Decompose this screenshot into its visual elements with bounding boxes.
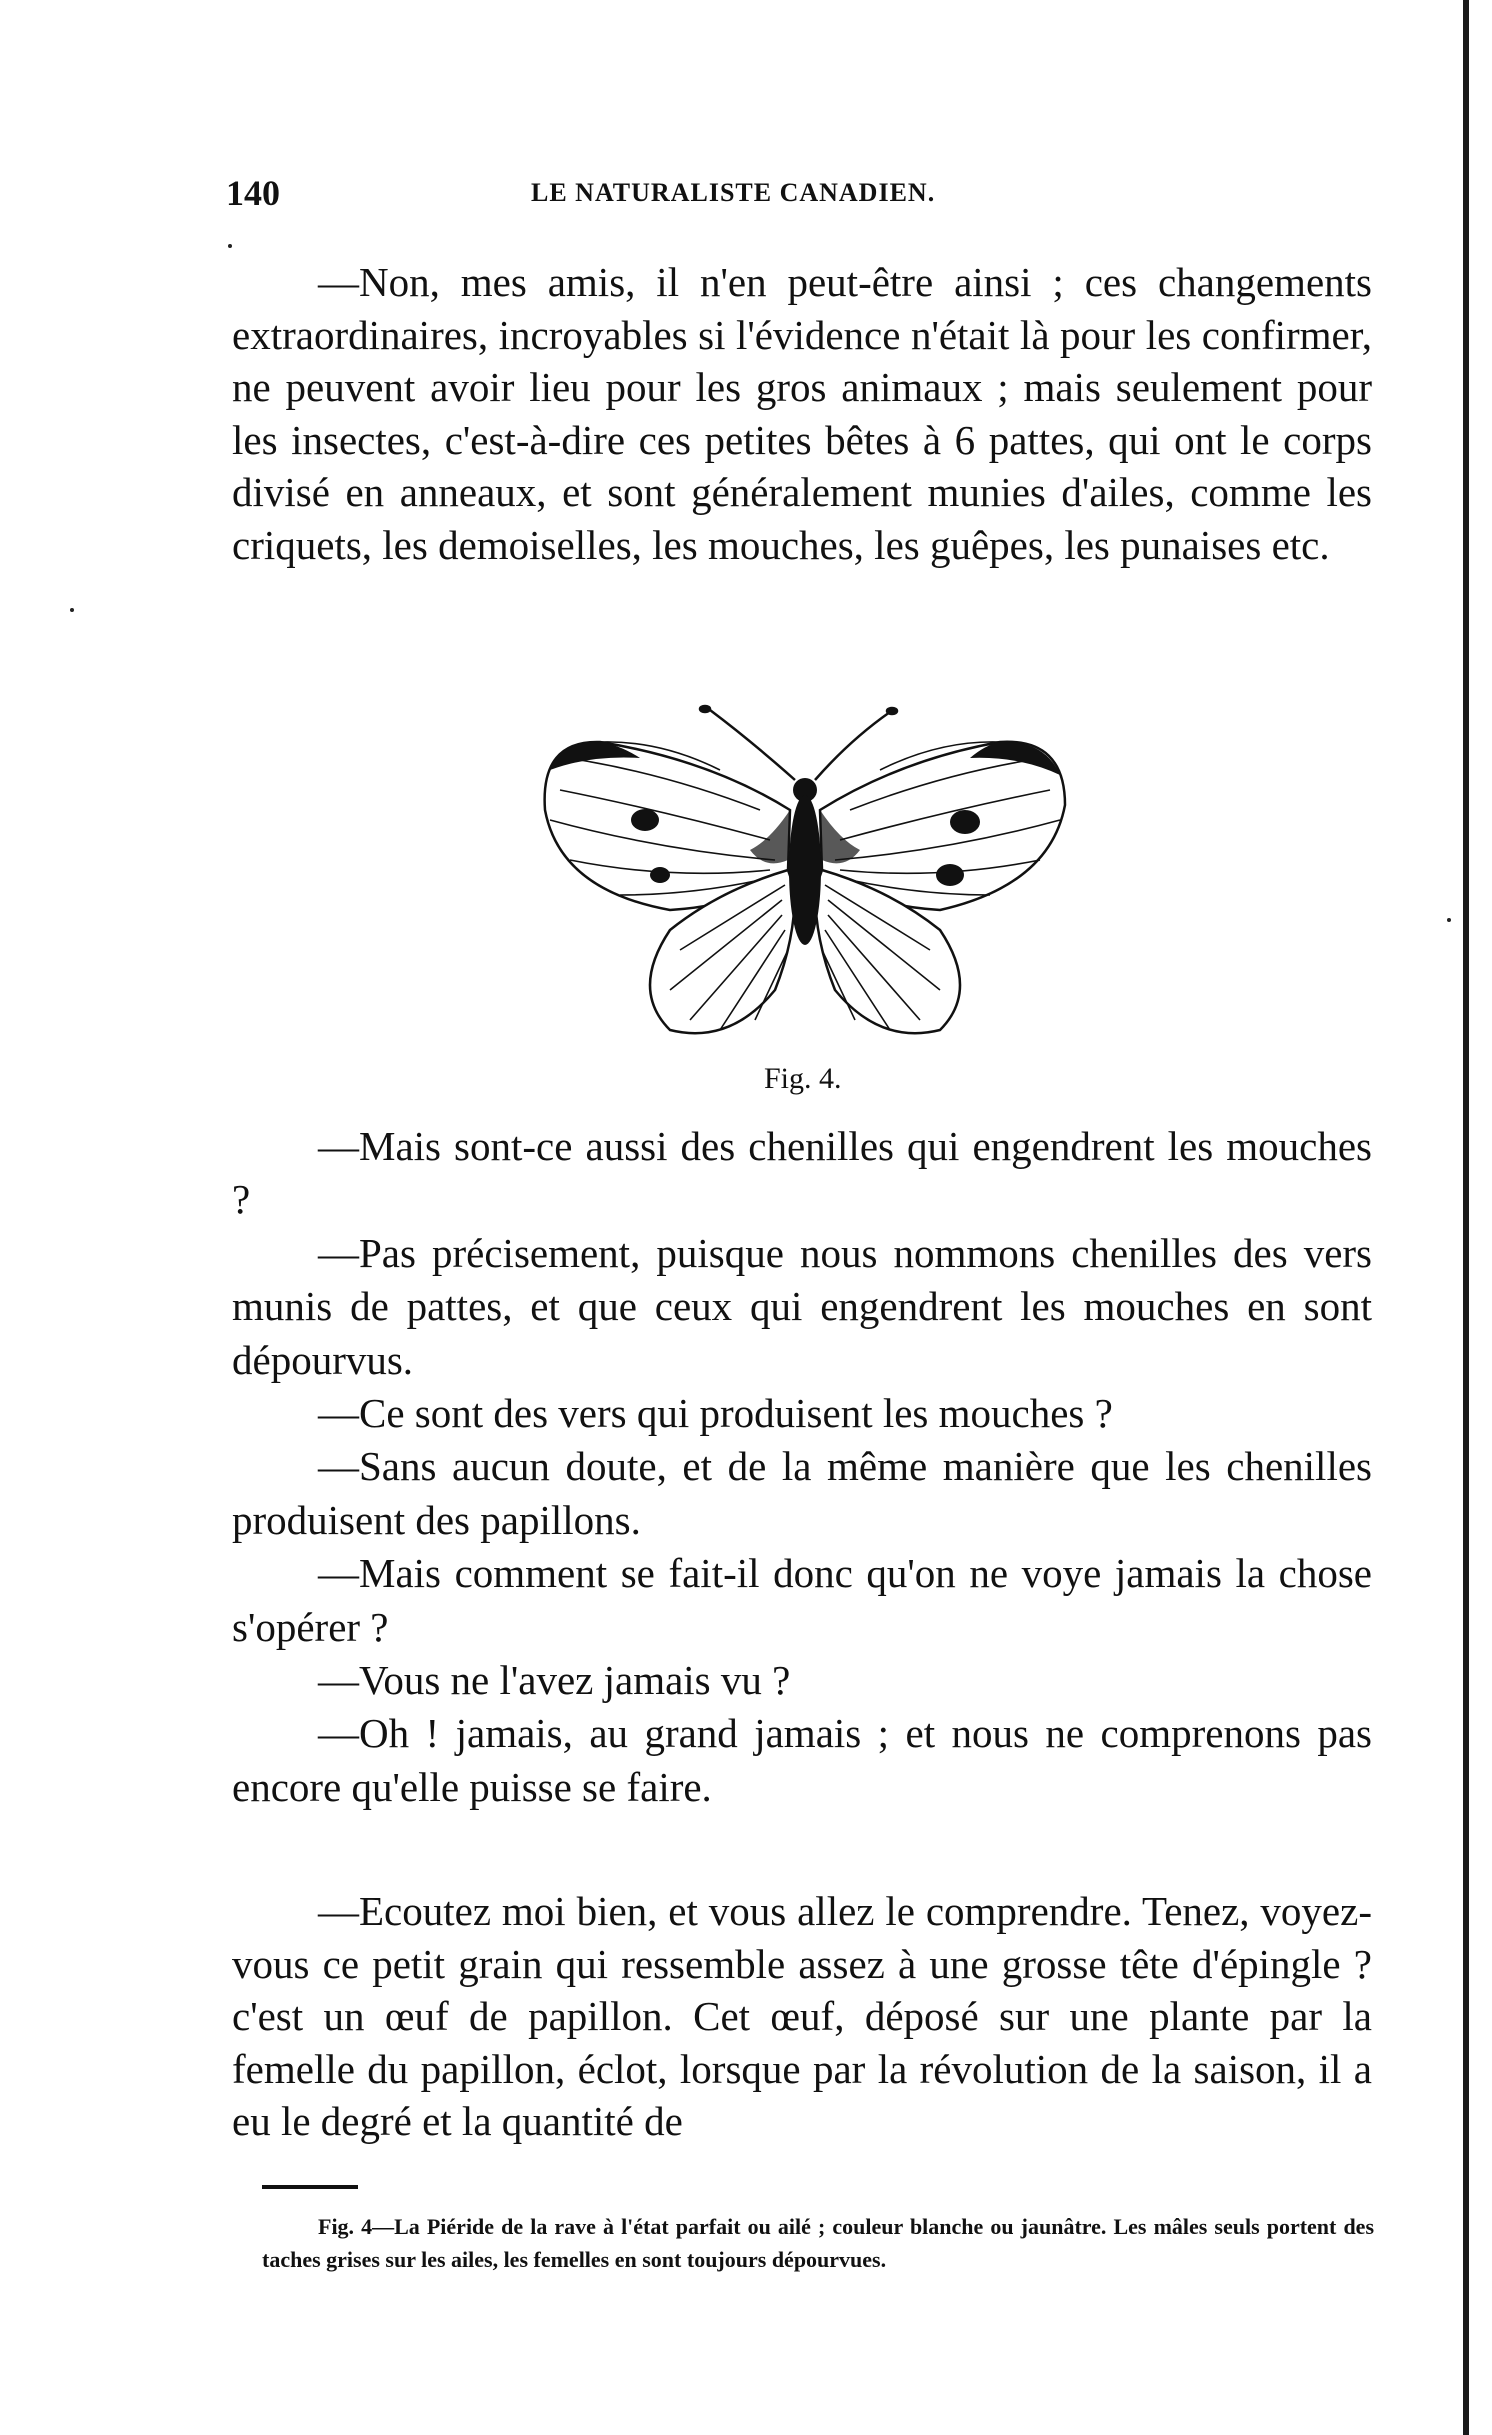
body-text-middle	[232, 1120, 1372, 1814]
left-antenna	[710, 710, 795, 780]
footnote-text: Fig. 4—La Piéride de la rave à l'état parfait ou ailé ; couleur blanche ou jaunâtre. Les mâles seuls portent des taches grises sur les ailes, les femelles en sont toujours dépourvues.	[262, 2214, 1374, 2272]
body-text-top	[232, 256, 1372, 572]
right-antenna	[815, 712, 890, 780]
footnote	[262, 2210, 1374, 2276]
paragraph: —Sans aucun doute, et de la même manière que les chenilles produisent des papillons.	[232, 1443, 1372, 1543]
paragraph: —Mais comment se fait-il donc qu'on ne voye jamais la chose s'opérer ?	[232, 1550, 1372, 1650]
margin-speck	[1447, 918, 1451, 922]
butterfly-illustration	[520, 700, 1090, 1040]
paragraph: —Ecoutez moi bien, et vous allez le comprendre. Tenez, voyez-vous ce petit grain qui ressemble assez à une grosse tête d'épingle ? c'est un œuf de papillon. Cet œuf, déposé sur une plante par la femelle du papillon, éclot, lorsque par la révolution de la saison, il a eu le degré et la quantité de	[232, 1888, 1372, 2145]
paragraph: —Mais sont-ce aussi des chenilles qui engendrent les mouches ?	[232, 1123, 1372, 1223]
body-text-bottom	[232, 1885, 1372, 2148]
page-edge-line	[1463, 0, 1469, 2435]
page-header	[226, 172, 1376, 222]
running-title: LE NATURALISTE CANADIEN.	[531, 178, 936, 207]
margin-speck	[228, 244, 232, 248]
paragraph: —Pas précisement, puisque nous nommons chenilles des vers munis de pattes, et que ceux qui engendrent les mouches en sont dépourvus.	[232, 1229, 1372, 1383]
paragraph: —Non, mes amis, il n'en peut-être ainsi ; ces changements extraordinaires, incroyables si l'évidence n'était là pour les confirmer, ne peuvent avoir lieu pour les gros animaux ; mais seulement pour les insectes, c'est-à-dire ces petites bêtes à 6 pattes, qui ont le corps divisé en anneaux, et sont généralement munies d'ailes, comme les criquets, les demoiselles, les mouches, les guêpes, les punaises etc.	[232, 259, 1372, 568]
butterfly-body	[789, 795, 821, 945]
footnote-rule	[262, 2185, 358, 2189]
butterfly-figure	[520, 700, 1090, 1040]
paragraph: —Ce sont des vers qui produisent les mouches ?	[318, 1390, 1113, 1437]
paragraph: —Oh ! jamais, au grand jamais ; et nous ne comprenons pas encore qu'elle puisse se faire.	[232, 1710, 1372, 1810]
page-number: 140	[226, 173, 280, 213]
paragraph: —Vous ne l'avez jamais vu ?	[318, 1657, 791, 1704]
margin-speck	[70, 608, 74, 612]
figure-caption: Fig. 4.	[764, 1062, 842, 1095]
